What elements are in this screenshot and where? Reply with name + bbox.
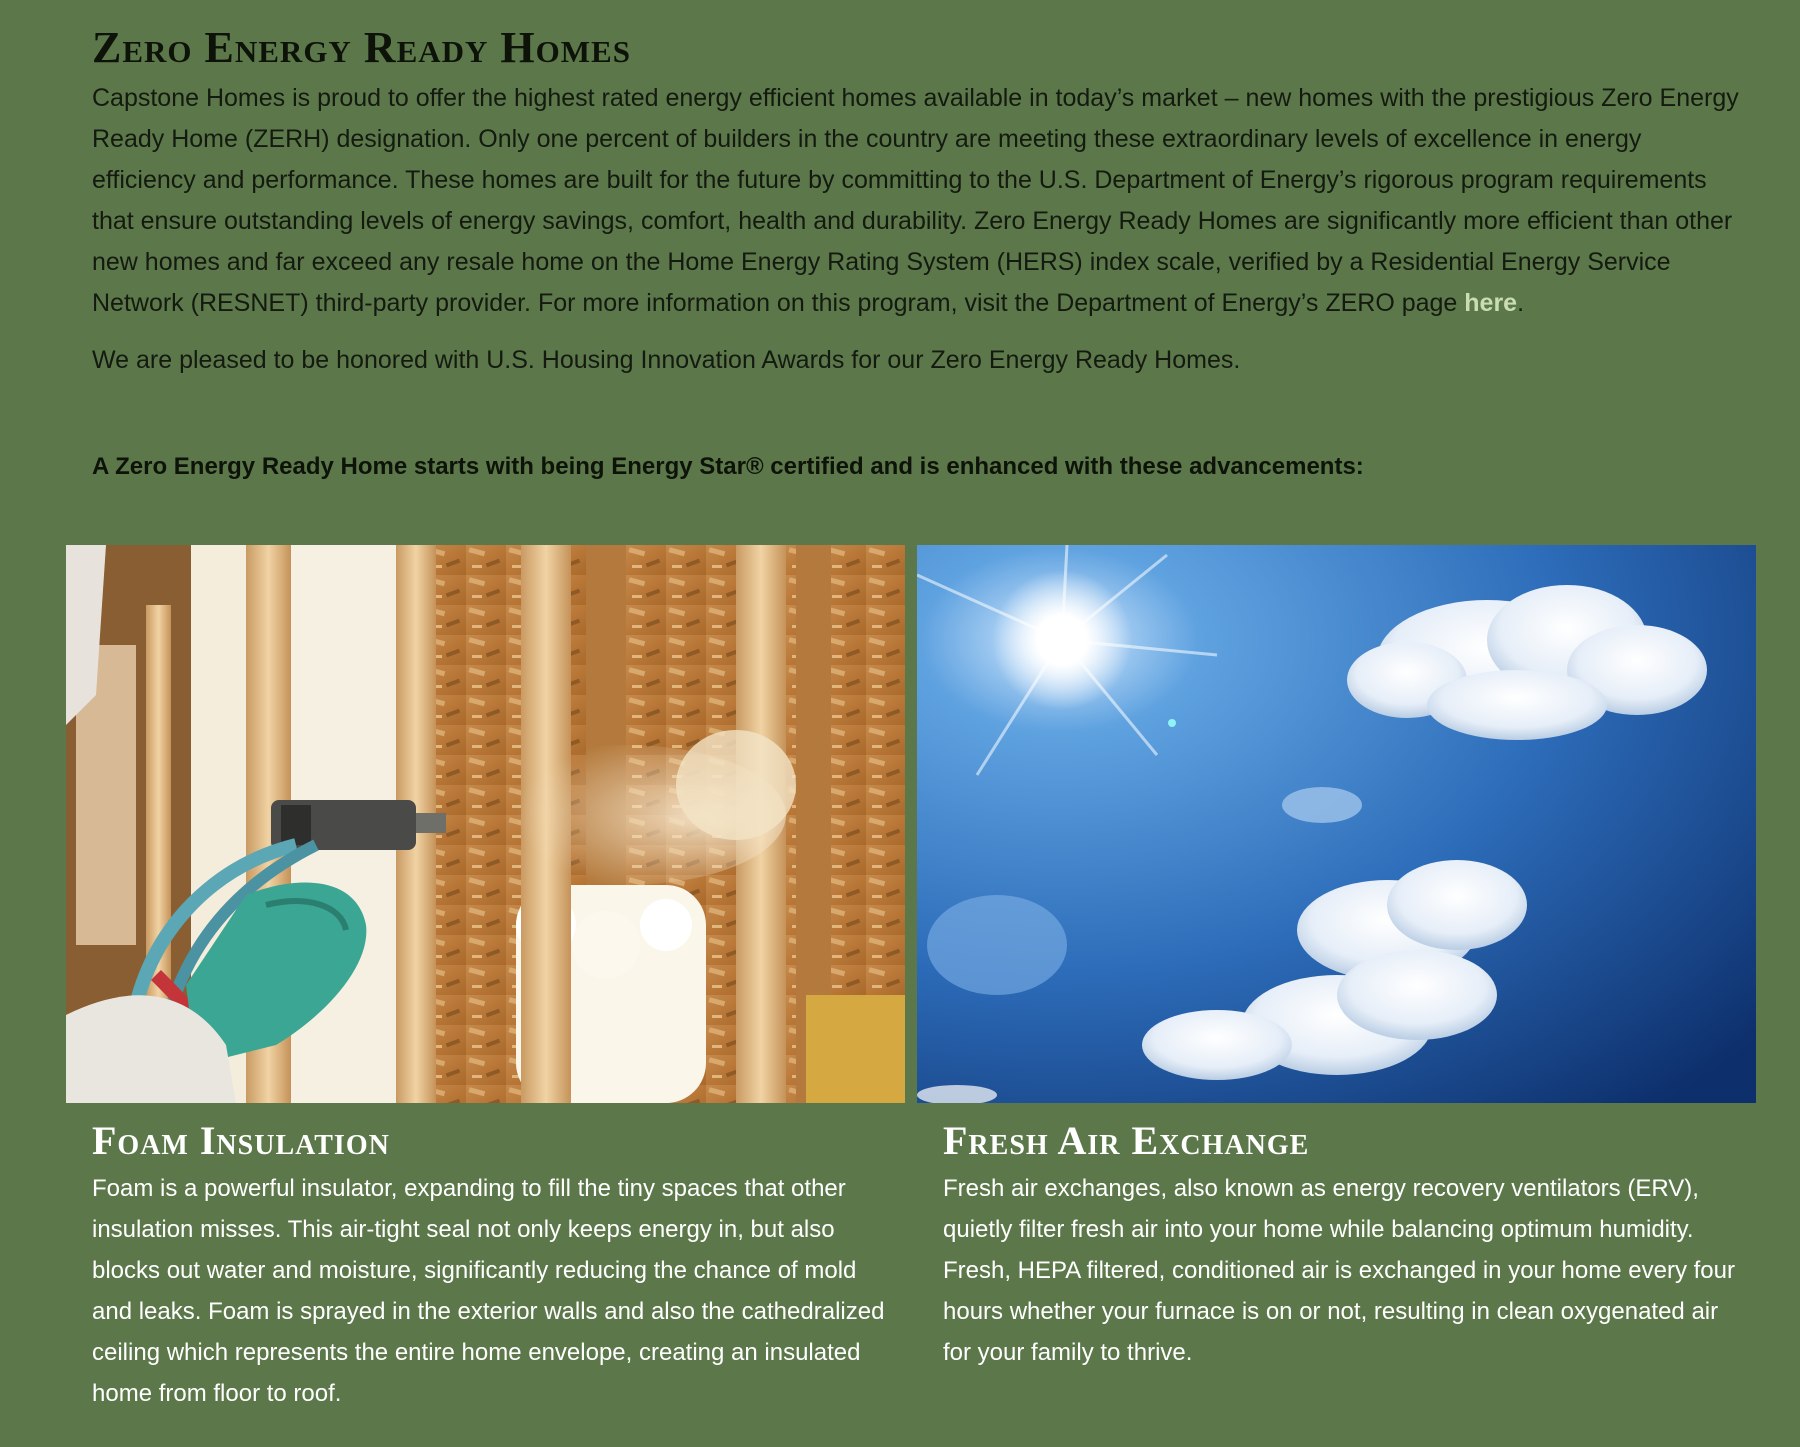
advancements-subheading: A Zero Energy Ready Home starts with being Energy Star® certified and is enhanced with these advancements: <box>92 453 1364 480</box>
page-title: Zero Energy Ready Homes <box>92 23 631 72</box>
blue-sky-clouds-photo <box>917 545 1756 1103</box>
intro-end: . <box>1517 289 1525 317</box>
feature-text-fresh-air-exchange: Fresh air exchanges, also known as energy recovery ventilators (ERV), quietly filter fresh air into your home while balancing optimum humidity. Fresh, HEPA filtered, conditioned air is exchanged in your home every four hours whether your furnace is on or not, resulting in clean oxygenated air for your family to thrive. <box>943 1175 1735 1366</box>
feature-title-fresh-air-exchange: Fresh Air Exchange <box>943 1118 1310 1163</box>
intro-text: Capstone Homes is proud to offer the highest rated energy efficient homes available in today’s market – new homes with the prestigious Zero Energy Ready Home (ZERH) designation. Only one percent of builders in the country are meeting these extraordinary levels of excellence in energy efficiency and performance. These homes are built for the future by committing to the U.S. Department of Energy’s rigorous program requirements that ensure outstanding levels of energy savings, comfort, health and durability. Zero Energy Ready Homes are significantly more efficient than other new homes and far exceed any resale home on the Home Energy Rating System (HERS) index scale, verified by a Residential Energy Service Network (RESNET) third-party provider. For more information on this program, visit the Department of Energy’s ZERO page <box>92 84 1739 317</box>
awards-paragraph: We are pleased to be honored with U.S. Housing Innovation Awards for our Zero Energy Ready Homes. <box>92 346 1241 374</box>
feature-text-foam-insulation: Foam is a powerful insulator, expanding to fill the tiny spaces that other insulation misses. This air-tight seal not only keeps energy in, but also blocks out water and moisture, significantly reducing the chance of mold and leaks. Foam is sprayed in the exterior walls and also the cathedralized ceiling which represents the entire home envelope, creating an insulated home from floor to roof. <box>92 1175 885 1407</box>
spray-foam-insulation-photo <box>66 545 905 1103</box>
doe-zero-link[interactable]: here <box>1464 289 1518 317</box>
intro-paragraph <box>92 78 1752 324</box>
feature-title-foam-insulation: Foam Insulation <box>92 1118 390 1163</box>
